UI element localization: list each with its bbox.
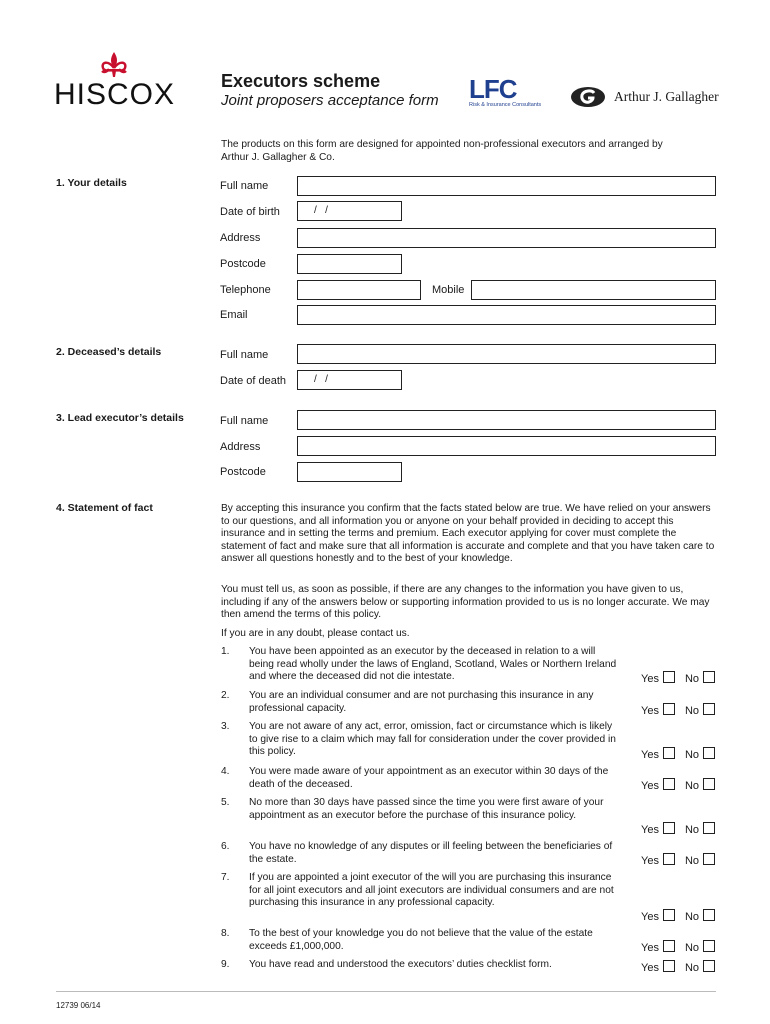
- question-text: To the best of your knowledge you do not believe that the value of the estate exceeds £1,000,000.: [249, 928, 593, 952]
- question-number: 4.: [221, 766, 230, 777]
- yes-checkbox[interactable]: [663, 960, 675, 972]
- lfc-logo: [469, 76, 553, 108]
- no-label: No: [684, 824, 700, 836]
- lead-address-field[interactable]: [297, 436, 716, 456]
- statement-paragraph-2: You must tell us, as soon as possible, if there are any changes to the information you have given to us, including if any of the answers below or supporting information provided to us is no longer accurate. We may then amend the terms of this policy.: [221, 584, 710, 621]
- lead-postcode-field[interactable]: [297, 462, 402, 482]
- yes-label: Yes: [641, 705, 659, 717]
- yes-label: Yes: [641, 942, 659, 954]
- no-label: No: [684, 911, 700, 923]
- your-mobile-label: Mobile: [432, 284, 465, 296]
- question-text: You are an individual consumer and are not purchasing this insurance in any professional capacity.: [249, 690, 594, 714]
- yes-label: Yes: [641, 780, 659, 792]
- your-dob-field[interactable]: / /: [297, 201, 402, 221]
- your-postcode-label: Postcode: [220, 258, 266, 270]
- question-number: 8.: [221, 928, 230, 939]
- no-checkbox[interactable]: [703, 703, 715, 715]
- gallagher-g-icon: [570, 86, 606, 108]
- your-email-field[interactable]: [297, 305, 716, 325]
- your-full-name-label: Full name: [220, 180, 269, 192]
- statement-paragraph-1: By accepting this insurance you confirm that the facts stated below are true. We have relied on your answers to our questions, and all information you or anyone on your behalf provided in deciding to accept this insurance and in setting the terms and premium. Each executor applying for cover must complete the statement of fact and make sure that all information is accurate and complete and that you have taken care to answer all questions honestly and to the best of your knowledge.: [221, 503, 715, 565]
- yes-no-group: [641, 909, 715, 923]
- yes-label: Yes: [641, 749, 659, 761]
- your-address-label: Address: [220, 232, 261, 244]
- no-label: No: [684, 780, 700, 792]
- your-postcode-field[interactable]: [297, 254, 402, 274]
- no-checkbox[interactable]: [703, 909, 715, 921]
- your-telephone-label: Telephone: [220, 284, 271, 296]
- form-subtitle: Joint proposers acceptance form: [221, 92, 439, 109]
- question-text: You have read and understood the executors’ duties checklist form.: [249, 959, 552, 970]
- question-number: 3.: [221, 721, 230, 732]
- hiscox-logo: [54, 50, 174, 110]
- yes-checkbox[interactable]: [663, 778, 675, 790]
- yes-no-group: [641, 747, 715, 761]
- ajg-name: Arthur J. Gallagher: [614, 89, 719, 104]
- no-checkbox[interactable]: [703, 778, 715, 790]
- yes-checkbox[interactable]: [663, 909, 675, 921]
- yes-checkbox[interactable]: [663, 853, 675, 865]
- your-address-field[interactable]: [297, 228, 716, 248]
- no-checkbox[interactable]: [703, 960, 715, 972]
- lfc-tagline: Risk & Insurance Consultants: [469, 102, 542, 108]
- section-lead-executor-heading: 3. Lead executor’s details: [56, 412, 184, 424]
- yes-no-group: [641, 940, 715, 954]
- no-label: No: [684, 942, 700, 954]
- question-text: You have no knowledge of any disputes or ill feeling between the beneficiaries of the estate.: [249, 841, 613, 865]
- form-title: Executors scheme: [221, 71, 381, 91]
- question-text: No more than 30 days have passed since the time you were first aware of your appointment as an executor before the purchase of this insurance policy.: [249, 797, 604, 821]
- statement-paragraph-3: If you are in any doubt, please contact us.: [221, 628, 410, 639]
- question-number: 1.: [221, 646, 230, 657]
- no-checkbox[interactable]: [703, 853, 715, 865]
- lead-postcode-label: Postcode: [220, 466, 266, 478]
- yes-label: Yes: [641, 962, 659, 974]
- question-number: 2.: [221, 690, 230, 701]
- question-text: You are not aware of any act, error, omission, fact or circumstance which is likely to give rise to a claim which may fall for consideration under the cover provided in this policy.: [249, 721, 616, 758]
- no-checkbox[interactable]: [703, 671, 715, 683]
- yes-label: Yes: [641, 911, 659, 923]
- no-checkbox[interactable]: [703, 822, 715, 834]
- section-deceased-heading: 2. Deceased’s details: [56, 346, 162, 358]
- no-checkbox[interactable]: [703, 747, 715, 759]
- yes-checkbox[interactable]: [663, 822, 675, 834]
- footer-ref: 12739 06/14: [56, 1001, 101, 1010]
- lead-full-name-field[interactable]: [297, 410, 716, 430]
- no-label: No: [684, 705, 700, 717]
- yes-no-group: [641, 960, 715, 974]
- yes-no-group: [641, 671, 715, 685]
- deceased-full-name-label: Full name: [220, 349, 269, 361]
- your-full-name-field[interactable]: [297, 176, 716, 196]
- intro-text: The products on this form are designed for appointed non-professional executors and arranged by Arthur J. Gallagher & Co.: [221, 139, 663, 163]
- deceased-dod-label: Date of death: [220, 375, 287, 387]
- yes-checkbox[interactable]: [663, 703, 675, 715]
- question-number: 9.: [221, 959, 230, 970]
- your-telephone-field[interactable]: [297, 280, 421, 300]
- deceased-full-name-field[interactable]: [297, 344, 716, 364]
- yes-label: Yes: [641, 855, 659, 867]
- yes-checkbox[interactable]: [663, 940, 675, 952]
- yes-checkbox[interactable]: [663, 747, 675, 759]
- no-label: No: [684, 962, 700, 974]
- no-label: No: [684, 749, 700, 761]
- your-dob-label: Date of birth: [220, 206, 280, 218]
- brand-name: HISCOX: [54, 78, 176, 111]
- question-number: 5.: [221, 797, 230, 808]
- lfc-logo-text: LFC: [469, 74, 517, 104]
- yes-no-group: [641, 778, 715, 792]
- question-text: You have been appointed as an executor by the deceased in relation to a will being read wholly under the laws of England, Scotland, Wales or Northern Ireland and where the deceased did not die intestate.: [249, 646, 617, 683]
- your-email-label: Email: [220, 309, 248, 321]
- deceased-dod-field[interactable]: / /: [297, 370, 402, 390]
- no-checkbox[interactable]: [703, 940, 715, 952]
- yes-label: Yes: [641, 824, 659, 836]
- lead-address-label: Address: [220, 441, 261, 453]
- no-label: No: [684, 673, 700, 685]
- section-your-details-heading: 1. Your details: [56, 177, 127, 189]
- yes-label: Yes: [641, 673, 659, 685]
- question-number: 7.: [221, 872, 230, 883]
- question-number: 6.: [221, 841, 230, 852]
- footer-rule: [56, 991, 716, 992]
- no-label: No: [684, 855, 700, 867]
- yes-no-group: [641, 853, 715, 867]
- question-text: You were made aware of your appointment as an executor within 30 days of the death of the deceased.: [249, 766, 609, 790]
- fleur-de-lis-icon: [94, 50, 134, 80]
- section-statement-heading: 4. Statement of fact: [56, 502, 153, 514]
- yes-checkbox[interactable]: [663, 671, 675, 683]
- your-mobile-field[interactable]: [471, 280, 716, 300]
- question-text: If you are appointed a joint executor of the will you are purchasing this insurance for all joint executors and all joint executors are individual consumers and are not purchasing this insurance in any professional capacity.: [249, 872, 614, 909]
- lead-full-name-label: Full name: [220, 415, 269, 427]
- yes-no-group: [641, 703, 715, 717]
- ajg-logo: [570, 86, 730, 108]
- yes-no-group: [641, 822, 715, 836]
